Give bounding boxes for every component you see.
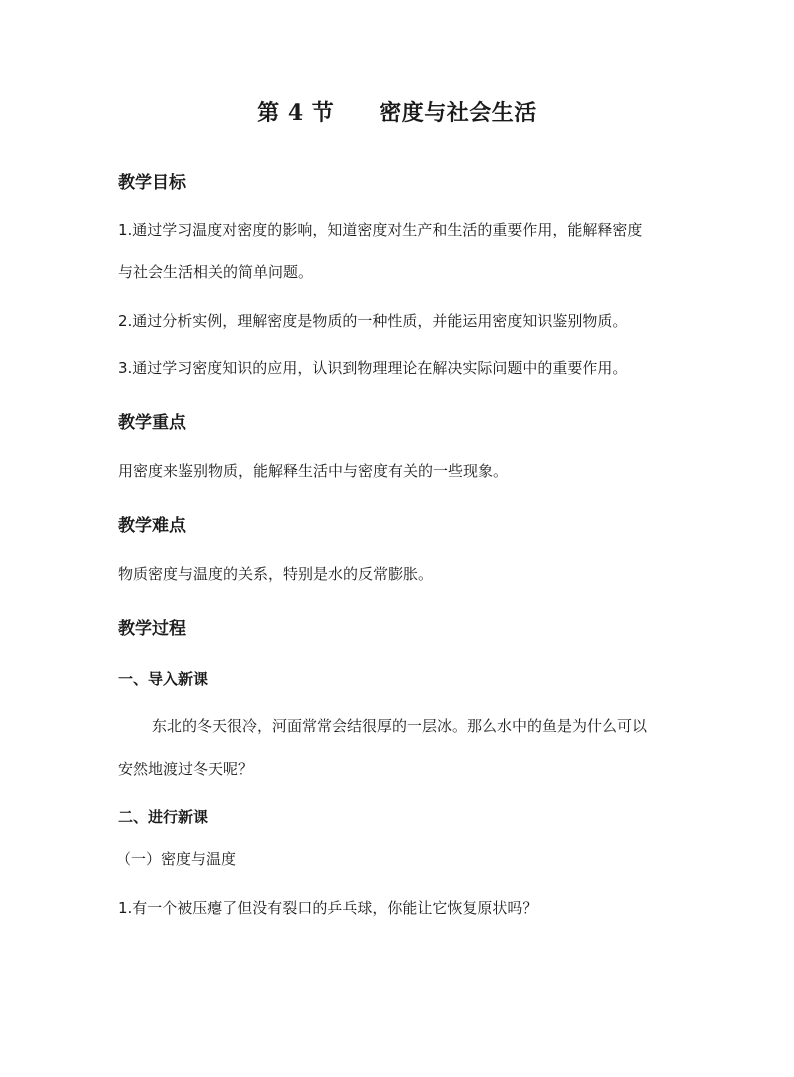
difficulties-text: 物质密度与温度的关系，特别是水的反常膨胀。 — [118, 565, 434, 583]
page-title: 第 4 节 密度与社会生活 — [257, 100, 537, 126]
section-heading-process: 教学过程 — [118, 619, 186, 639]
section-heading-difficulties: 教学难点 — [118, 516, 186, 536]
process-part-2-heading: 二、进行新课 — [118, 808, 209, 826]
section-heading-objectives: 教学目标 — [118, 173, 186, 193]
process-part-2-sub-1: （一）密度与温度 — [116, 850, 237, 868]
key-points-text: 用密度来鉴别物质，能解释生活中与密度有关的一些现象。 — [118, 462, 509, 480]
process-part-1-line-1: 东北的冬天很冷，河面常常会结很厚的一层冰。那么水中的鱼是为什么可以 — [152, 717, 648, 735]
objective-item-1-line-2: 与社会生活相关的简单问题。 — [118, 263, 314, 281]
process-part-1-heading: 一、导入新课 — [118, 670, 209, 688]
objective-item-3: 3.通过学习密度知识的应用，认识到物理理论在解决实际问题中的重要作用。 — [118, 359, 628, 377]
process-part-2-question-1: 1.有一个被压瘪了但没有裂口的乒乓球，你能让它恢复原状吗？ — [118, 899, 538, 917]
objective-item-1-line-1: 1.通过学习温度对密度的影响，知道密度对生产和生活的重要作用，能解释密度 — [118, 221, 643, 239]
objective-item-2: 2.通过分析实例，理解密度是物质的一种性质，并能运用密度知识鉴别物质。 — [118, 312, 628, 330]
section-heading-key-points: 教学重点 — [118, 413, 186, 433]
process-part-1-line-2: 安然地渡过冬天呢？ — [118, 760, 254, 778]
